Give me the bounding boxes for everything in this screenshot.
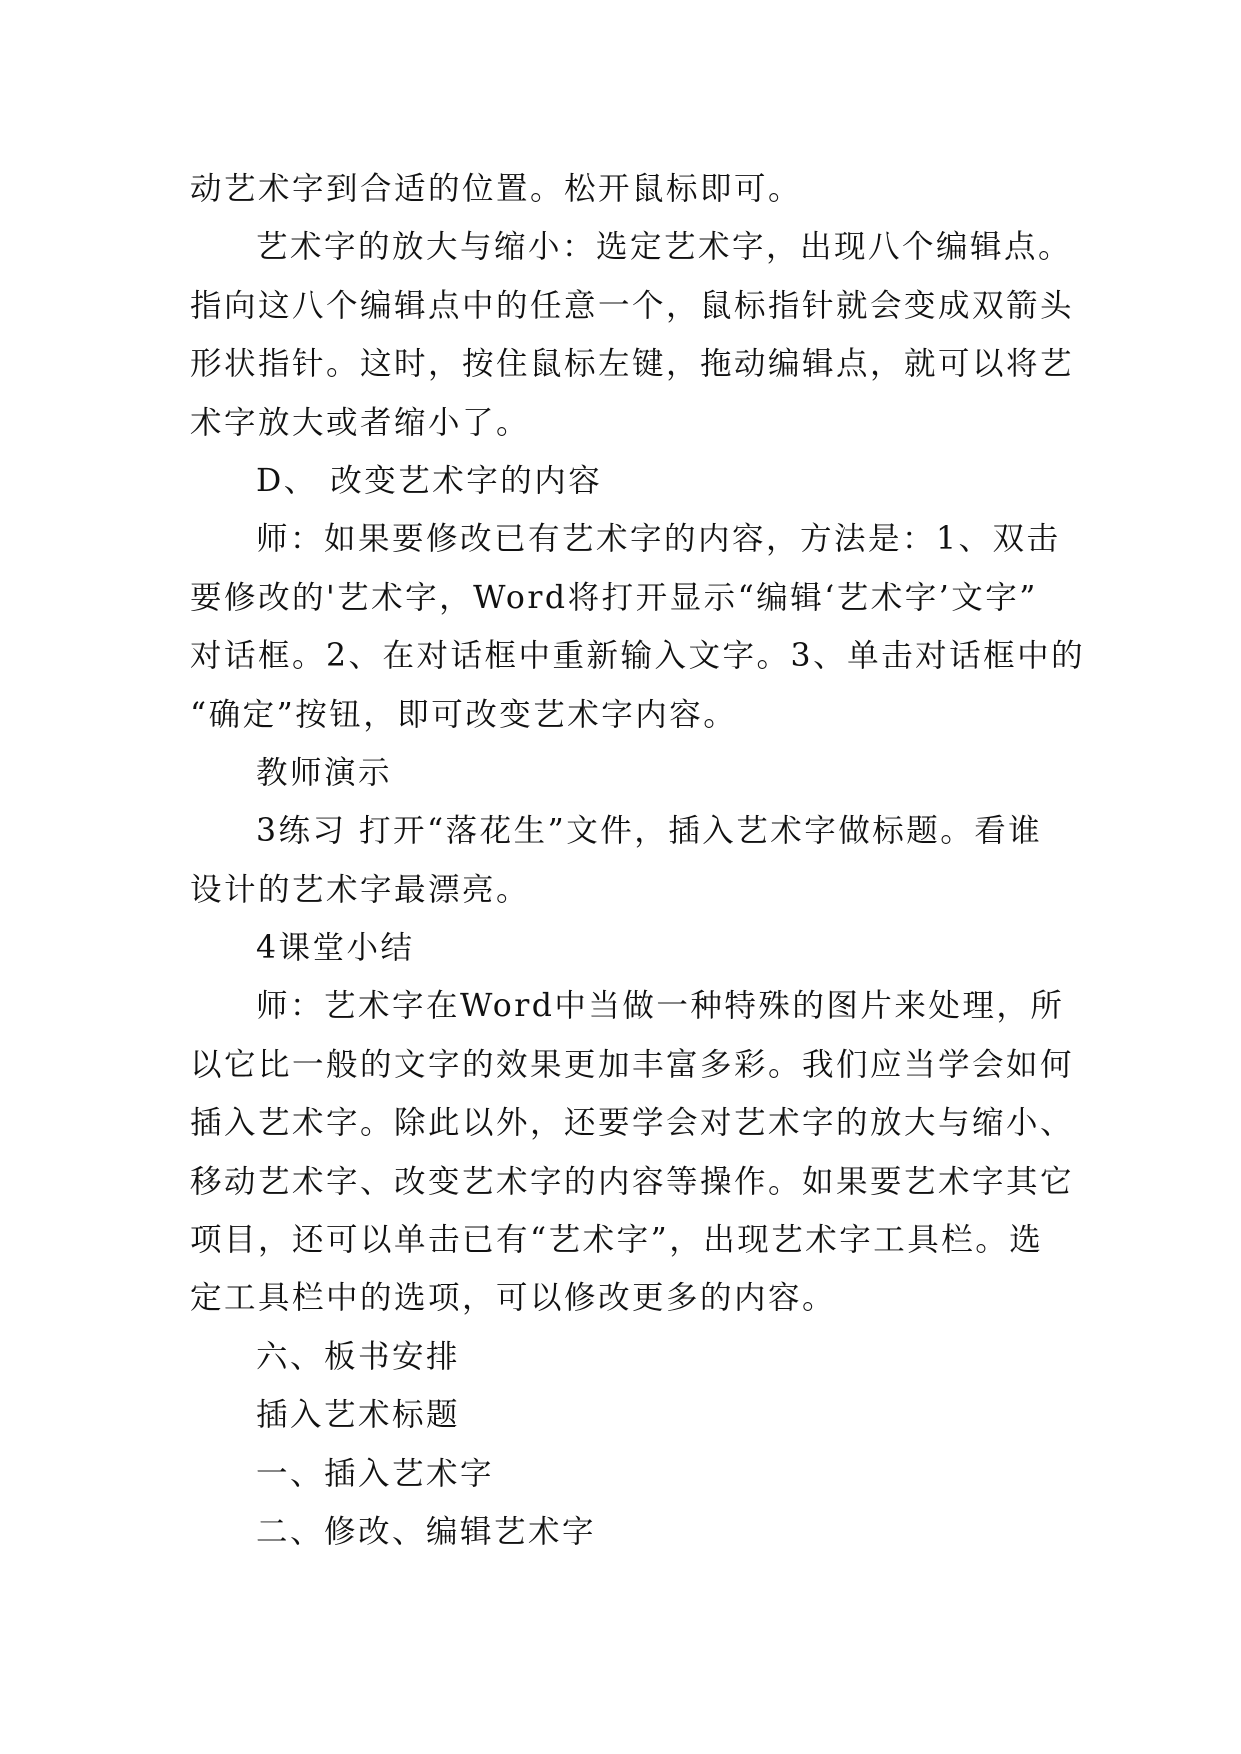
- text-line: 定工具栏中的选项，可以修改更多的内容。: [190, 1280, 837, 1317]
- text-line: 以它比一般的文字的效果更加丰富多彩。我们应当学会如何: [190, 1046, 1075, 1083]
- text-line: 设计的艺术字最漂亮。: [190, 871, 531, 908]
- text-line: 插入艺术标题: [256, 1397, 461, 1434]
- text-line: 3练习 打开“落花生”文件，插入艺术字做标题。看谁: [256, 813, 1043, 850]
- text-line: 二、修改、编辑艺术字: [256, 1513, 597, 1550]
- text-line: 一、插入艺术字: [256, 1455, 495, 1492]
- document-body: [190, 160, 1086, 1561]
- text-line: 项目，还可以单击已有“艺术字”，出现艺术字工具栏。选: [190, 1222, 1044, 1259]
- text-line: 六、板书安排: [256, 1338, 461, 1375]
- text-line: 移动艺术字、改变艺术字的内容等操作。如果要艺术字其它: [190, 1163, 1075, 1200]
- text-line: 指向这八个编辑点中的任意一个，鼠标指针就会变成双箭头: [190, 287, 1075, 324]
- text-line: 要修改的'艺术字，Word将打开显示“编辑‘艺术字’文字”: [190, 579, 1038, 616]
- text-line: 教师演示: [256, 754, 393, 791]
- text-line: 动艺术字到合适的位置。松开鼠标即可。: [190, 171, 803, 207]
- text-line: “确定”按钮，即可改变艺术字内容。: [190, 696, 738, 733]
- text-line: 师：如果要修改已有艺术字的内容，方法是：1、双击: [256, 521, 1061, 558]
- text-line: 插入艺术字。除此以外，还要学会对艺术字的放大与缩小、: [190, 1105, 1075, 1142]
- text-line: 对话框。2、在对话框中重新输入文字。3、单击对话框中的: [190, 638, 1086, 675]
- text-line: D、 改变艺术字的内容: [256, 462, 603, 499]
- text-line: 术字放大或者缩小了。: [190, 404, 531, 441]
- text-line: 形状指针。这时，按住鼠标左键，拖动编辑点，就可以将艺: [190, 346, 1075, 383]
- text-line: 4课堂小结: [256, 930, 415, 967]
- text-line: 艺术字的放大与缩小：选定艺术字，出现八个编辑点。: [256, 229, 1073, 266]
- text-line: 师：艺术字在Word中当做一种特殊的图片来处理，所: [256, 988, 1065, 1025]
